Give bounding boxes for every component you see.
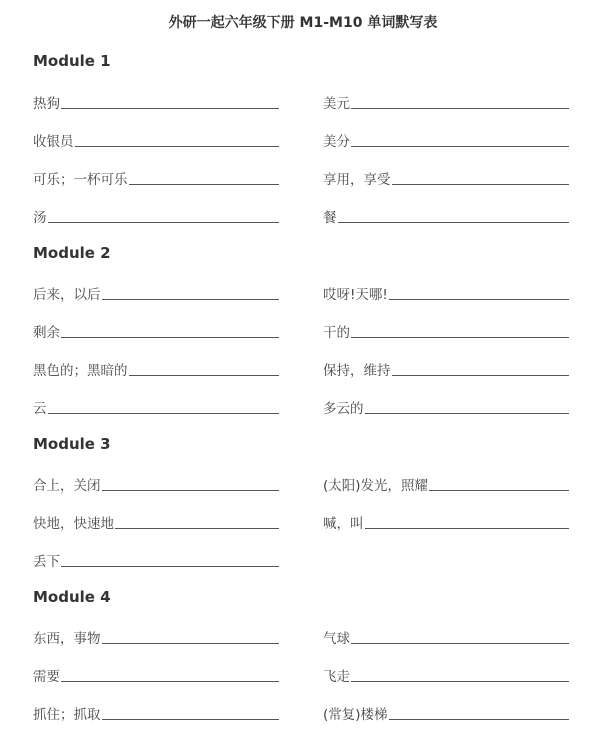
vocab-label: 丢下 — [33, 554, 60, 570]
page-title: 外研一起六年级下册 M1-M10 单词默写表 — [168, 15, 438, 31]
vocab-item — [323, 168, 569, 188]
vocab-label: 热狗 — [33, 96, 60, 112]
answer-blank[interactable] — [392, 375, 570, 376]
vocab-label: 云 — [33, 401, 47, 417]
answer-blank[interactable] — [102, 719, 280, 720]
vocab-label: 美分 — [323, 134, 350, 150]
answer-blank[interactable] — [351, 108, 569, 109]
vocab-label: 收银员 — [33, 134, 74, 150]
vocab-label: 需要 — [33, 669, 60, 685]
vocab-item — [33, 627, 279, 647]
vocab-label: 享用，享受 — [323, 172, 391, 188]
answer-blank[interactable] — [389, 719, 569, 720]
vocab-label: 后来，以后 — [33, 287, 101, 303]
vocab-label: 汤 — [33, 210, 47, 226]
answer-blank[interactable] — [351, 643, 569, 644]
vocab-item — [323, 474, 569, 494]
vocab-item — [323, 627, 569, 647]
vocab-item — [33, 321, 279, 341]
vocab-label: 东西，事物 — [33, 631, 101, 647]
vocab-label: 合上，关闭 — [33, 478, 101, 494]
vocab-item — [323, 397, 569, 417]
vocab-item — [33, 397, 279, 417]
vocab-item — [323, 512, 569, 532]
answer-blank[interactable] — [389, 299, 569, 300]
answer-blank[interactable] — [48, 222, 280, 223]
answer-blank[interactable] — [429, 490, 569, 491]
vocab-label: 抓住；抓取 — [33, 707, 101, 723]
answer-blank[interactable] — [392, 184, 570, 185]
vocab-label: (常复)楼梯 — [323, 707, 388, 723]
answer-blank[interactable] — [129, 375, 280, 376]
vocab-item — [323, 321, 569, 341]
answer-blank[interactable] — [102, 299, 280, 300]
answer-blank[interactable] — [129, 184, 280, 185]
vocab-item — [33, 703, 279, 723]
answer-blank[interactable] — [102, 490, 280, 491]
vocab-label: 哎呀!天哪! — [323, 287, 388, 303]
vocab-label: 剩余 — [33, 325, 60, 341]
answer-blank[interactable] — [365, 528, 570, 529]
vocab-item — [323, 206, 569, 226]
answer-blank[interactable] — [351, 337, 569, 338]
vocab-item — [33, 550, 279, 570]
vocab-item — [323, 665, 569, 685]
vocab-label: 保持，维持 — [323, 363, 391, 379]
vocab-item — [33, 130, 279, 150]
vocab-item — [323, 703, 569, 723]
answer-blank[interactable] — [61, 108, 279, 109]
answer-blank[interactable] — [351, 146, 569, 147]
vocab-label: 喊，叫 — [323, 516, 364, 532]
vocab-item — [33, 206, 279, 226]
vocab-item — [33, 512, 279, 532]
vocab-label: 干的 — [323, 325, 350, 341]
answer-blank[interactable] — [75, 146, 280, 147]
vocab-item — [33, 359, 279, 379]
vocab-label: 美元 — [323, 96, 350, 112]
answer-blank[interactable] — [48, 413, 280, 414]
module-heading: Module 3 — [33, 435, 111, 453]
vocab-item — [33, 168, 279, 188]
vocab-label: 飞走 — [323, 669, 350, 685]
answer-blank[interactable] — [61, 337, 279, 338]
module-heading: Module 1 — [33, 52, 111, 70]
answer-blank[interactable] — [365, 413, 570, 414]
vocab-label: 多云的 — [323, 401, 364, 417]
answer-blank[interactable] — [61, 566, 279, 567]
answer-blank[interactable] — [351, 681, 569, 682]
vocab-label: 黑色的；黑暗的 — [33, 363, 128, 379]
answer-blank[interactable] — [115, 528, 279, 529]
vocab-item — [33, 283, 279, 303]
vocab-item — [323, 283, 569, 303]
vocab-label: 餐 — [323, 210, 337, 226]
module-heading: Module 2 — [33, 244, 111, 262]
vocab-item — [323, 92, 569, 112]
answer-blank[interactable] — [102, 643, 280, 644]
vocab-item — [323, 130, 569, 150]
answer-blank[interactable] — [61, 681, 279, 682]
vocab-item — [323, 359, 569, 379]
vocab-label: 气球 — [323, 631, 350, 647]
vocab-label: 快地，快速地 — [33, 516, 114, 532]
vocab-item — [33, 665, 279, 685]
answer-blank[interactable] — [338, 222, 570, 223]
vocab-label: (太阳)发光，照耀 — [323, 478, 429, 494]
vocab-label: 可乐；一杯可乐 — [33, 172, 128, 188]
vocab-item — [33, 92, 279, 112]
module-heading: Module 4 — [33, 588, 111, 606]
vocab-item — [33, 474, 279, 494]
